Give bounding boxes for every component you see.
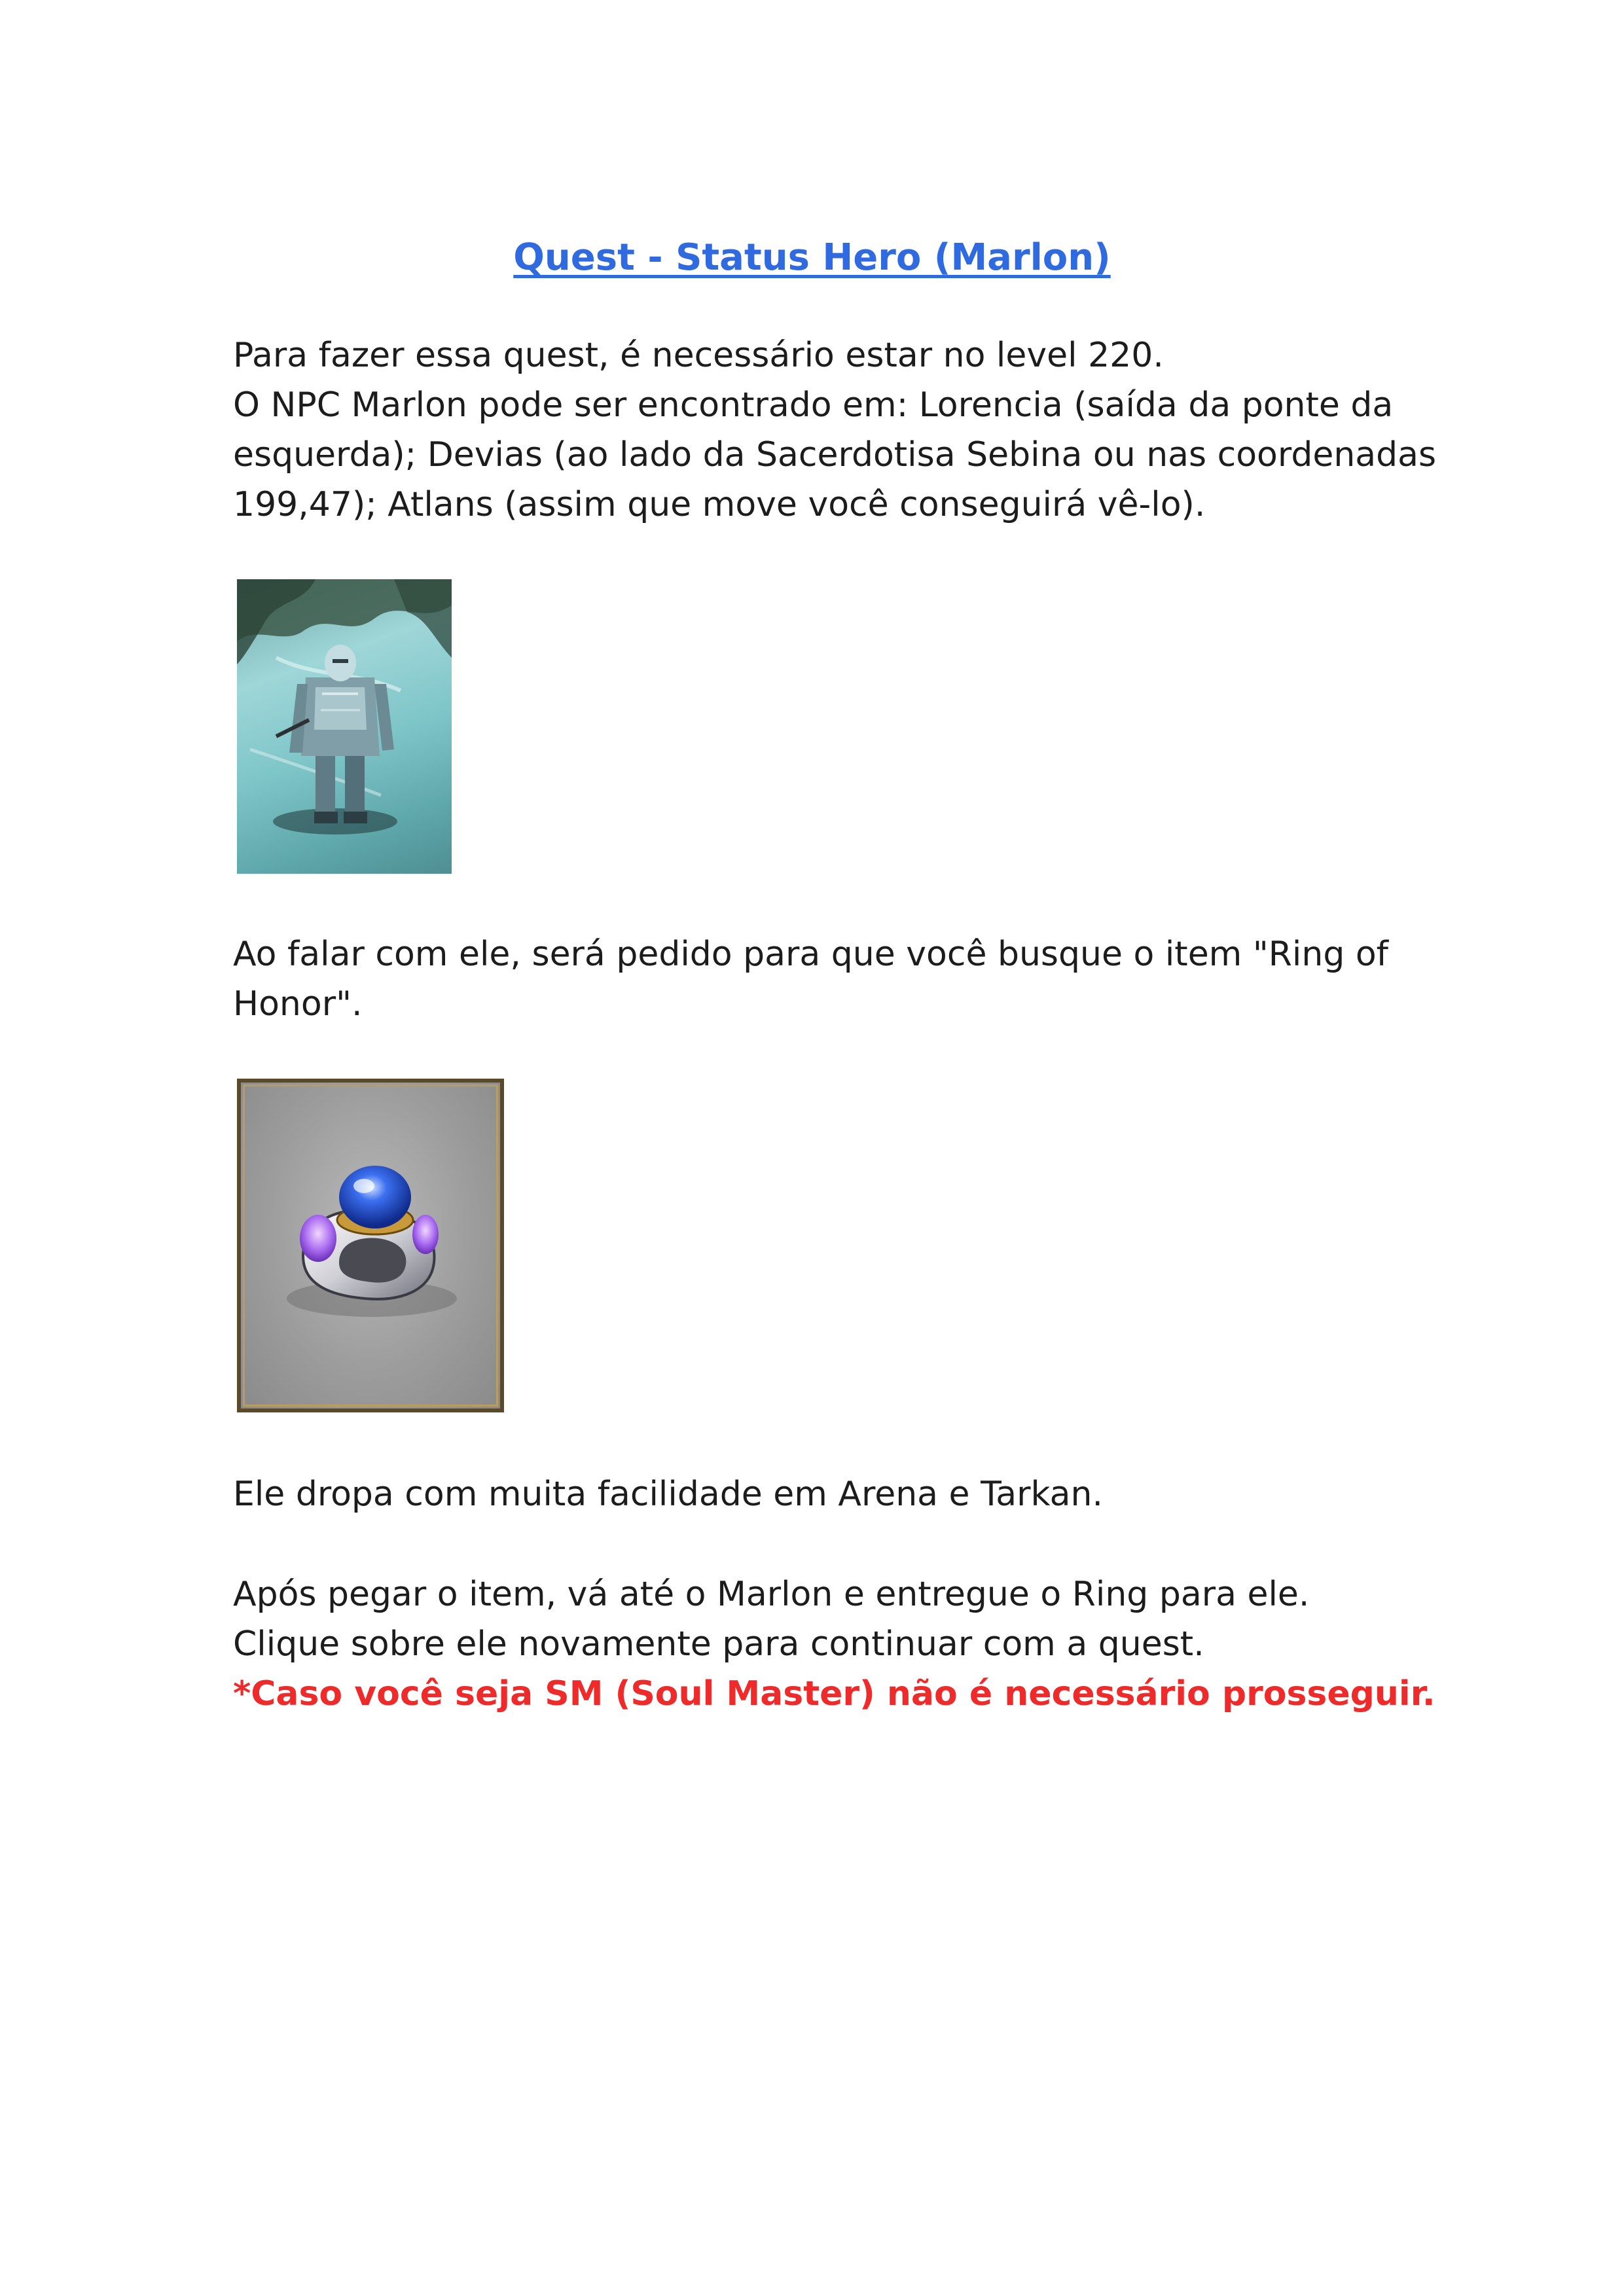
intro-line: 199,47); Atlans (assim que move você conseguirá vê-lo). (233, 485, 1206, 524)
intro-line: Para fazer essa quest, é necessário estar no level 220. (233, 336, 1164, 375)
deliver-line: Clique sobre ele novamente para continuar com a quest. (233, 1624, 1204, 1664)
talk-paragraph (233, 929, 1411, 1029)
drop-line: Ele dropa com muita facilidade em Arena e Tarkan. (233, 1475, 1104, 1514)
ring-of-honor-image (237, 1079, 504, 1412)
npc-marlon-image (237, 579, 452, 874)
intro-line: O NPC Marlon pode ser encontrado em: Lorencia (saída da ponte da (233, 386, 1394, 425)
talk-line: Honor". (233, 984, 363, 1024)
page-title[interactable]: Quest - Status Hero (Marlon) (513, 236, 1111, 279)
drop-paragraph (233, 1469, 1411, 1519)
talk-line: Ao falar com ele, será pedido para que você busque o item "Ring of (233, 935, 1388, 974)
intro-line: esquerda); Devias (ao lado da Sacerdotisa Sebina ou nas coordenadas (233, 435, 1437, 475)
deliver-paragraph (233, 1570, 1435, 1719)
intro-paragraph (233, 331, 1437, 529)
deliver-line: Após pegar o item, vá até o Marlon e entregue o Ring para ele. (233, 1575, 1310, 1614)
warning-note: *Caso você seja SM (Soul Master) não é necessário prosseguir. (233, 1674, 1435, 1713)
